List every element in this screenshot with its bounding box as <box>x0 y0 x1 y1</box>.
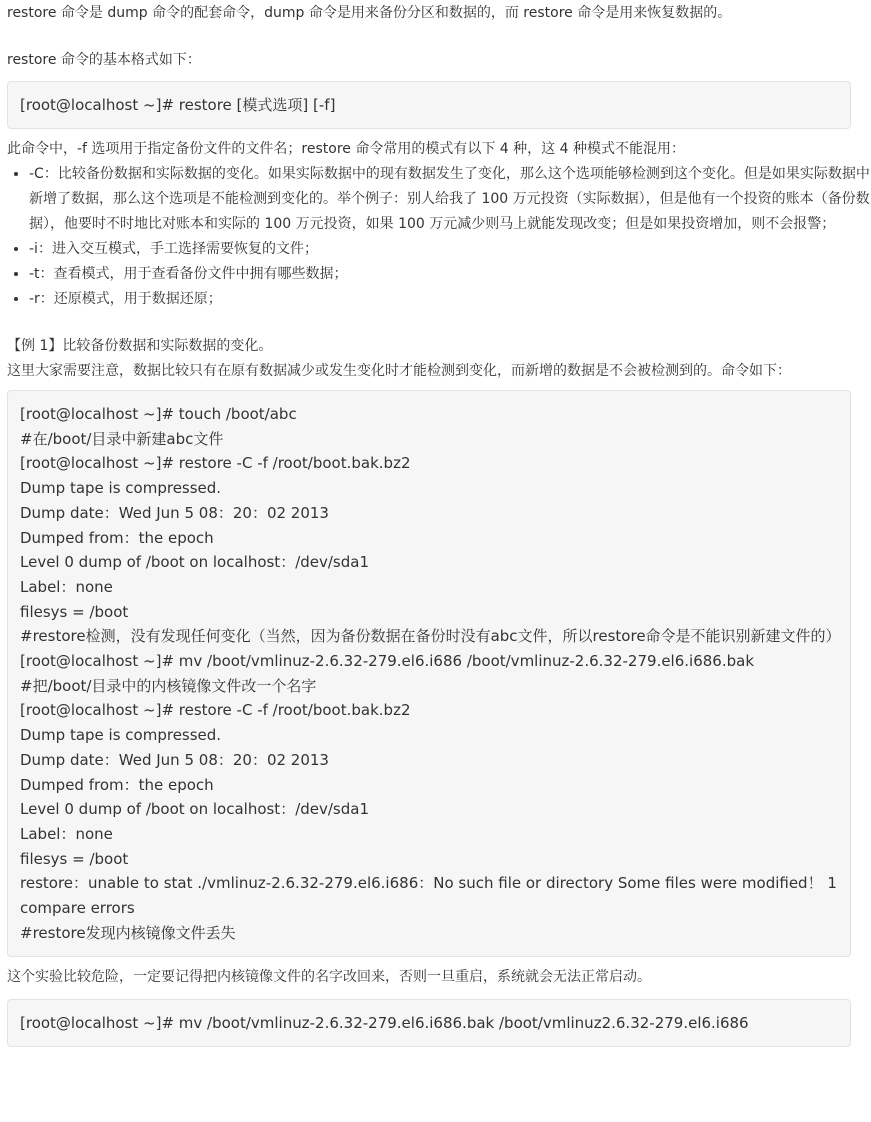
code-line: Dumped from：the epoch <box>20 775 214 794</box>
code-line: [root@localhost ~]# restore -C -f /root/boot.bak.bz2 <box>20 701 411 720</box>
code-line: restore：unable to stat ./vmlinuz-2.6.32-279.el6.i686：No such file or directory Some files were modified！ 1 compare errors <box>20 874 837 918</box>
code-line: filesys = /boot <box>20 849 129 868</box>
intro-paragraph: restore 命令是 dump 命令的配套命令，dump 命令是用来备份分区和数据的，而 restore 命令是用来恢复数据的。 <box>7 5 732 21</box>
option-item-C: • -C：比较备份数据和实际数据的变化。如果实际数据中的现有数据发生了变化，那么这个选项能够检测到这个变化。但是如果实际数据中新增了数据，那么这个选项是不能检测到变化的。举个例子：别人给我了 100 万元投资（实际数据），但是他有一个投资的账本（备份数据），他要时不时地比对账本和实际的 100 万元投资，如果 100 万元减少则马上就能发现改变；但是如果投资增加，则不会报警； <box>29 162 871 237</box>
code-line: filesys = /boot <box>20 602 129 621</box>
format-heading: restore 命令的基本格式如下： <box>7 52 201 68</box>
option-item-r: • -r：还原模式，用于数据还原； <box>29 287 871 312</box>
option-item-t: • -t：查看模式，用于查看备份文件中拥有哪些数据； <box>29 262 871 287</box>
code-line: Label：none <box>20 577 113 596</box>
example-code-block <box>7 390 851 957</box>
example-description: 这里大家需要注意，数据比较只有在原有数据减少或发生变化时才能检测到变化，而新增的数据是不会被检测到的。命令如下： <box>7 363 791 379</box>
code-line: #把/boot/目录中的内核镜像文件改一个名字 <box>20 676 317 695</box>
code-line: [root@localhost ~]# mv /boot/vmlinuz-2.6.32-279.el6.i686.bak /boot/vmlinuz2.6.32-279.el6.i686 <box>20 1014 749 1033</box>
options-intro: 此命令中，-f 选项用于指定备份文件的文件名；restore 命令常用的模式有以下 4 种，这 4 种模式不能混用： <box>7 141 685 157</box>
code-line: Label：none <box>20 824 113 843</box>
code-line: Dump date：Wed Jun 5 08：20：02 2013 <box>20 750 329 769</box>
code-line: Dump date：Wed Jun 5 08：20：02 2013 <box>20 503 329 522</box>
code-line: [root@localhost ~]# touch /boot/abc <box>20 405 297 423</box>
code-line: #在/boot/目录中新建abc文件 <box>20 429 224 448</box>
code-line: [root@localhost ~]# mv /boot/vmlinuz-2.6.32-279.el6.i686 /boot/vmlinuz-2.6.32-279.el6.i686.bak <box>20 652 755 671</box>
restore-code-block <box>7 999 851 1047</box>
format-code-block <box>7 81 851 129</box>
code-line: #restore发现内核镜像文件丢失 <box>20 923 236 942</box>
example-title: 【例 1】比较备份数据和实际数据的变化。 <box>7 338 273 354</box>
code-line: Dumped from：the epoch <box>20 528 214 547</box>
options-list <box>7 162 871 312</box>
code-line: Dump tape is compressed. <box>20 726 222 745</box>
option-item-i: • -i：进入交互模式，手工选择需要恢复的文件； <box>29 237 871 262</box>
code-line: Level 0 dump of /boot on localhost：/dev/sda1 <box>20 553 369 572</box>
code-line: Dump tape is compressed. <box>20 479 222 498</box>
code-line: [root@localhost ~]# restore [模式选项] [-f] <box>20 96 336 114</box>
code-line: #restore检测，没有发现任何变化（当然，因为备份数据在备份时没有abc文件，所以restore命令是不能识别新建文件的） <box>20 627 841 646</box>
code-line: Level 0 dump of /boot on localhost：/dev/sda1 <box>20 800 369 819</box>
warning-paragraph: 这个实验比较危险，一定要记得把内核镜像文件的名字改回来，否则一旦重启，系统就会无法正常启动。 <box>7 969 651 986</box>
code-line: [root@localhost ~]# restore -C -f /root/boot.bak.bz2 <box>20 454 411 473</box>
